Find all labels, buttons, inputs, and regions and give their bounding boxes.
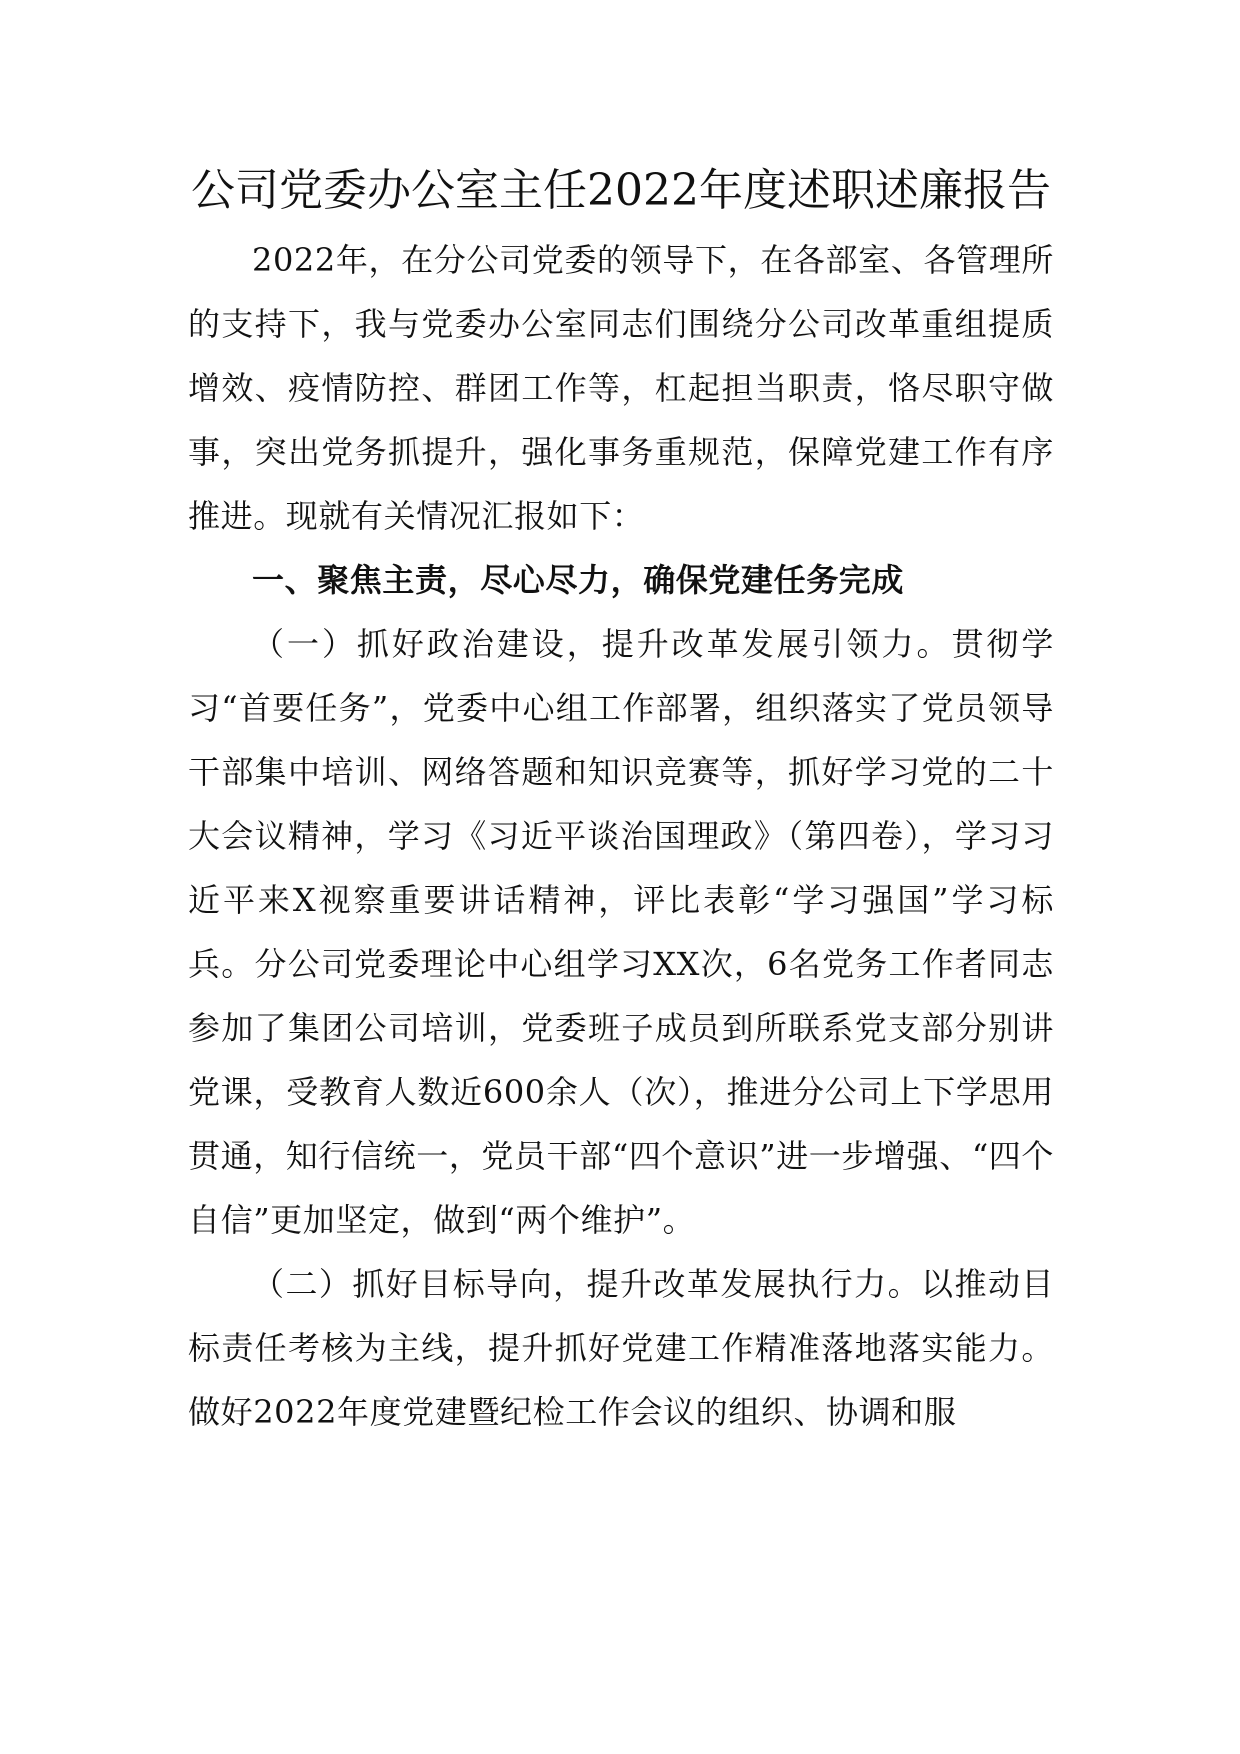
subsection-paragraph-2: （二）抓好目标导向，提升改革发展执行力。以推动目标责任考核为主线，提升抓好党建工作精准落地落实能力。做好2022年度党建暨纪检工作会议的组织、协调和服 — [188, 1265, 1054, 1431]
title-block — [188, 156, 1054, 226]
section-heading-1: 一、聚焦主责，尽心尽力，确保党建任务完成 — [252, 561, 905, 599]
document-body — [188, 156, 1054, 1444]
subsection-paragraph-1: （一）抓好政治建设，提升改革发展引领力。贯彻学习“首要任务”，党委中心组工作部署，组织落实了党员领导干部集中培训、网络答题和知识竞赛等，抓好学习党的二十大会议精神，学习《习近平谈治国理政》（第四卷），学习习近平来X视察重要讲话精神，评比表彰“学习强国”学习标兵。分公司党委理论中心组学习XX次，6名党务工作者同志参加了集团公司培训，党委班子成员到所联系党支部分别讲党课，受教育人数近600余人（次），推进分公司上下学思用贯通，知行信统一，党员干部“四个意识”进一步增强、“四个自信”更加坚定，做到“两个维护”。 — [188, 625, 1054, 1239]
intro-paragraph: 2022年，在分公司党委的领导下，在各部室、各管理所的支持下，我与党委办公室同志们围绕分公司改革重组提质增效、疫情防控、群团工作等，杠起担当职责，恪尽职守做事，突出党务抓提升，强化事务重规范，保障党建工作有序推进。现就有关情况汇报如下： — [188, 241, 1054, 535]
document-title: 公司党委办公室主任2022年度述职述廉报告 — [191, 165, 1051, 216]
